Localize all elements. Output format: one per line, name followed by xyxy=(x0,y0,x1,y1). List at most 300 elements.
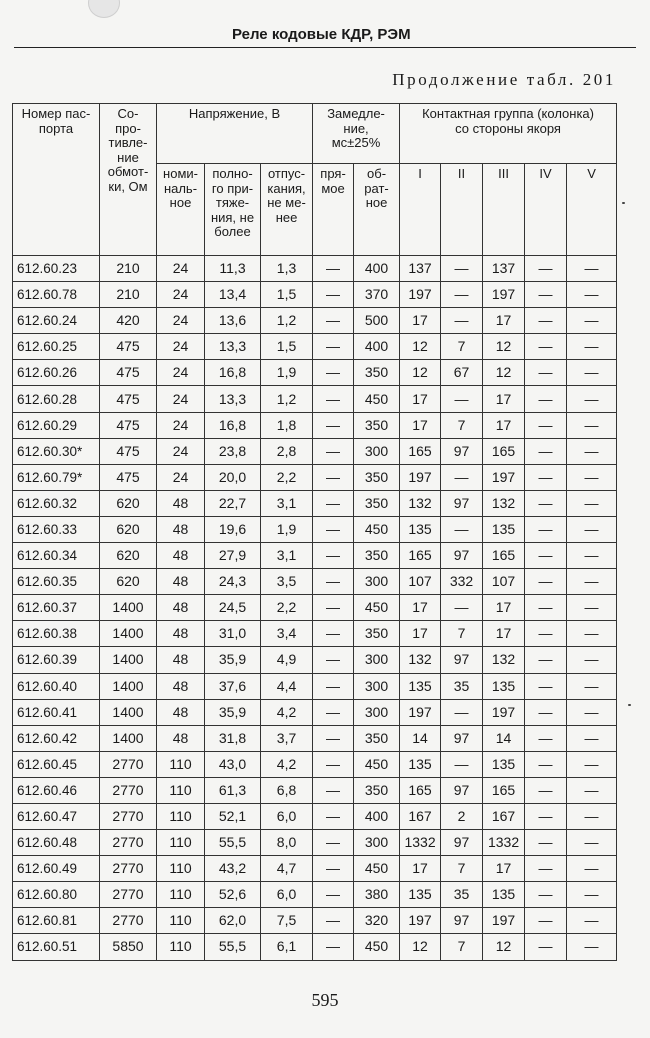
table-cell: 165 xyxy=(400,543,441,569)
table-cell: 35,9 xyxy=(205,699,261,725)
table-cell: 135 xyxy=(400,516,441,542)
table-cell: 137 xyxy=(400,256,441,282)
table-cell: 420 xyxy=(100,308,157,334)
table-cell: — xyxy=(567,543,617,569)
table-cell: 24 xyxy=(157,256,205,282)
table-cell: — xyxy=(567,777,617,803)
table-cell: — xyxy=(441,282,483,308)
table-cell: 110 xyxy=(157,751,205,777)
table-cell: 135 xyxy=(483,882,525,908)
binder-hole xyxy=(88,0,120,18)
table-row xyxy=(13,595,617,621)
header-direct-delay: пря- мое xyxy=(313,164,354,256)
table-cell: 450 xyxy=(354,751,400,777)
table-cell: 475 xyxy=(100,464,157,490)
table-cell: 450 xyxy=(354,934,400,960)
table-cell: — xyxy=(525,699,567,725)
table-cell: 2770 xyxy=(100,882,157,908)
table-cell: 12 xyxy=(483,334,525,360)
table-cell: 17 xyxy=(483,856,525,882)
table-cell: — xyxy=(313,308,354,334)
table-cell: 612.60.28 xyxy=(13,386,100,412)
table-cell: 2770 xyxy=(100,830,157,856)
table-row xyxy=(13,699,617,725)
table-cell: 97 xyxy=(441,777,483,803)
table-cell: 1400 xyxy=(100,595,157,621)
table-cell: 35,9 xyxy=(205,647,261,673)
table-row xyxy=(13,282,617,308)
table-cell: 17 xyxy=(400,412,441,438)
table-cell: 450 xyxy=(354,856,400,882)
table-cell: 4,4 xyxy=(261,673,313,699)
table-cell: — xyxy=(567,934,617,960)
table-cell: 12 xyxy=(400,360,441,386)
table-cell: — xyxy=(313,830,354,856)
table-cell: 43,2 xyxy=(205,856,261,882)
table-cell: 350 xyxy=(354,360,400,386)
table-row xyxy=(13,308,617,334)
table-cell: 197 xyxy=(483,282,525,308)
table-cell: 24 xyxy=(157,386,205,412)
table-cell: 7 xyxy=(441,334,483,360)
table-cell: 197 xyxy=(483,464,525,490)
table-cell: 135 xyxy=(400,751,441,777)
table-cell: — xyxy=(525,803,567,829)
table-cell: — xyxy=(313,543,354,569)
table-cell: — xyxy=(567,595,617,621)
table-cell: — xyxy=(441,699,483,725)
table-cell: — xyxy=(567,569,617,595)
table-cell: 612.60.45 xyxy=(13,751,100,777)
table-cell: 107 xyxy=(400,569,441,595)
table-cell: — xyxy=(567,360,617,386)
table-cell: 110 xyxy=(157,856,205,882)
table-cell: 1,8 xyxy=(261,412,313,438)
table-cell: — xyxy=(525,490,567,516)
header-passport-number: Номер пас- порта xyxy=(13,104,100,256)
table-cell: 61,3 xyxy=(205,777,261,803)
header-winding-resistance: Со- про- тивле- ние обмот- ки, Ом xyxy=(100,104,157,256)
table-cell: — xyxy=(525,282,567,308)
table-cell: 210 xyxy=(100,282,157,308)
table-cell: 197 xyxy=(483,699,525,725)
table-cell: 475 xyxy=(100,360,157,386)
table-cell: — xyxy=(441,308,483,334)
table-cell: 320 xyxy=(354,908,400,934)
table-cell: — xyxy=(525,647,567,673)
table-cell: 137 xyxy=(483,256,525,282)
table-cell: 19,6 xyxy=(205,516,261,542)
table-row xyxy=(13,490,617,516)
table-cell: 24 xyxy=(157,360,205,386)
table-cell: 110 xyxy=(157,803,205,829)
table-cell: 1400 xyxy=(100,725,157,751)
table-cell: 110 xyxy=(157,830,205,856)
table-cell: 37,6 xyxy=(205,673,261,699)
table-cell: 475 xyxy=(100,412,157,438)
table-cell: 1,3 xyxy=(261,256,313,282)
table-cell: 612.60.25 xyxy=(13,334,100,360)
table-cell: — xyxy=(567,412,617,438)
table-cell: 475 xyxy=(100,386,157,412)
table-cell: — xyxy=(441,256,483,282)
table-cell: 31,8 xyxy=(205,725,261,751)
table-cell: — xyxy=(567,464,617,490)
table-cell: 48 xyxy=(157,516,205,542)
table-cell: 612.60.39 xyxy=(13,647,100,673)
table-row xyxy=(13,360,617,386)
table-cell: 1,5 xyxy=(261,334,313,360)
table-cell: 6,0 xyxy=(261,882,313,908)
table-cell: 612.60.78 xyxy=(13,282,100,308)
table-cell: 12 xyxy=(483,360,525,386)
table-cell: 2,2 xyxy=(261,595,313,621)
table-cell: 7 xyxy=(441,412,483,438)
table-cell: 1,9 xyxy=(261,516,313,542)
table-cell: — xyxy=(441,386,483,412)
table-cell: 48 xyxy=(157,673,205,699)
table-cell: 12 xyxy=(400,334,441,360)
table-cell: 24 xyxy=(157,334,205,360)
table-row xyxy=(13,673,617,699)
table-cell: 48 xyxy=(157,543,205,569)
table-cell: 612.60.23 xyxy=(13,256,100,282)
table-cell: 1,9 xyxy=(261,360,313,386)
table-cell: 167 xyxy=(400,803,441,829)
table-cell: 24,3 xyxy=(205,569,261,595)
table-cell: 2770 xyxy=(100,751,157,777)
table-row xyxy=(13,569,617,595)
table-cell: — xyxy=(525,569,567,595)
table-cell: 67 xyxy=(441,360,483,386)
table-cell: 332 xyxy=(441,569,483,595)
table-cell: 17 xyxy=(483,386,525,412)
table-cell: 165 xyxy=(483,438,525,464)
table-cell: — xyxy=(441,516,483,542)
table-cell: 135 xyxy=(483,516,525,542)
running-head: Реле кодовые КДР, РЭМ xyxy=(232,26,411,43)
table-cell: 620 xyxy=(100,543,157,569)
table-cell: 107 xyxy=(483,569,525,595)
table-cell: — xyxy=(525,908,567,934)
header-voltage: Напряжение, В xyxy=(157,104,313,164)
table-cell: 12 xyxy=(483,934,525,960)
table-cell: 14 xyxy=(400,725,441,751)
table-cell: — xyxy=(567,386,617,412)
table-cell: 612.60.40 xyxy=(13,673,100,699)
table-cell: 17 xyxy=(483,595,525,621)
table-cell: 197 xyxy=(483,908,525,934)
table-cell: 8,0 xyxy=(261,830,313,856)
table-row xyxy=(13,882,617,908)
table-cell: — xyxy=(313,282,354,308)
table-cell: 132 xyxy=(400,647,441,673)
table-cell: 1,5 xyxy=(261,282,313,308)
table-cell: — xyxy=(567,490,617,516)
table-cell: 48 xyxy=(157,595,205,621)
table-cell: 62,0 xyxy=(205,908,261,934)
table-cell: 110 xyxy=(157,934,205,960)
table-cell: 612.60.47 xyxy=(13,803,100,829)
table-cell: 3,7 xyxy=(261,725,313,751)
table-cell: — xyxy=(525,412,567,438)
table-cell: 380 xyxy=(354,882,400,908)
table-cell: 48 xyxy=(157,725,205,751)
table-cell: 11,3 xyxy=(205,256,261,282)
table-cell: — xyxy=(567,751,617,777)
table-cell: — xyxy=(313,256,354,282)
table-cell: 165 xyxy=(400,438,441,464)
table-cell: 17 xyxy=(400,621,441,647)
table-cell: 2770 xyxy=(100,777,157,803)
table-cell: 300 xyxy=(354,699,400,725)
table-cell: 197 xyxy=(400,699,441,725)
table-cell: 612.60.30* xyxy=(13,438,100,464)
table-cell: 612.60.81 xyxy=(13,908,100,934)
header-nominal-voltage: номи- наль- ное xyxy=(157,164,205,256)
table-cell: 350 xyxy=(354,725,400,751)
table-cell: 97 xyxy=(441,908,483,934)
table-cell: 17 xyxy=(483,412,525,438)
table-cell: 110 xyxy=(157,908,205,934)
table-cell: 135 xyxy=(400,882,441,908)
table-cell: 350 xyxy=(354,490,400,516)
table-cell: — xyxy=(313,334,354,360)
table-cell: 17 xyxy=(400,308,441,334)
table-cell: — xyxy=(525,464,567,490)
table-cell: — xyxy=(525,360,567,386)
table-cell: 13,4 xyxy=(205,282,261,308)
table-cell: 612.60.35 xyxy=(13,569,100,595)
table-cell: 22,7 xyxy=(205,490,261,516)
header-reverse-delay: об- рат- ное xyxy=(354,164,400,256)
table-cell: 24,5 xyxy=(205,595,261,621)
table-cell: 197 xyxy=(400,464,441,490)
table-cell: 35 xyxy=(441,882,483,908)
table-row xyxy=(13,934,617,960)
table-cell: 475 xyxy=(100,334,157,360)
table-cell: 1400 xyxy=(100,621,157,647)
table-cell: 612.60.51 xyxy=(13,934,100,960)
table-cell: — xyxy=(567,438,617,464)
table-cell: 23,8 xyxy=(205,438,261,464)
table-cell: 3,1 xyxy=(261,543,313,569)
table-cell: — xyxy=(313,412,354,438)
table-cell: — xyxy=(567,647,617,673)
scan-speck xyxy=(628,704,631,706)
table-cell: 400 xyxy=(354,256,400,282)
table-cell: — xyxy=(313,803,354,829)
relay-data-table xyxy=(12,103,617,961)
table-cell: 350 xyxy=(354,412,400,438)
table-cell: 24 xyxy=(157,438,205,464)
table-cell: 4,2 xyxy=(261,699,313,725)
table-cell: — xyxy=(567,856,617,882)
table-cell: 300 xyxy=(354,673,400,699)
table-cell: 1400 xyxy=(100,699,157,725)
table-cell: 2,8 xyxy=(261,438,313,464)
table-cell: 7 xyxy=(441,934,483,960)
table-cell: 612.60.46 xyxy=(13,777,100,803)
header-contact-col-1: I xyxy=(400,164,441,256)
table-cell: — xyxy=(313,856,354,882)
table-cell: 620 xyxy=(100,516,157,542)
table-cell: 450 xyxy=(354,386,400,412)
table-cell: — xyxy=(525,777,567,803)
table-cell: 17 xyxy=(400,386,441,412)
table-cell: 2770 xyxy=(100,908,157,934)
table-cell: 13,6 xyxy=(205,308,261,334)
table-cell: — xyxy=(567,673,617,699)
table-cell: 300 xyxy=(354,647,400,673)
table-cell: — xyxy=(567,803,617,829)
table-cell: — xyxy=(313,699,354,725)
table-cell: — xyxy=(313,595,354,621)
table-cell: — xyxy=(525,751,567,777)
table-cell: 197 xyxy=(400,908,441,934)
table-cell: 400 xyxy=(354,803,400,829)
table-cell: 48 xyxy=(157,490,205,516)
table-cell: 97 xyxy=(441,543,483,569)
table-cell: — xyxy=(313,751,354,777)
header-release-voltage: отпус- кания, не ме- нее xyxy=(261,164,313,256)
header-contact-col-3: III xyxy=(483,164,525,256)
table-cell: — xyxy=(313,777,354,803)
table-cell: 97 xyxy=(441,490,483,516)
table-cell: 13,3 xyxy=(205,386,261,412)
table-cell: 24 xyxy=(157,282,205,308)
table-cell: — xyxy=(525,438,567,464)
table-cell: 97 xyxy=(441,438,483,464)
table-cell: — xyxy=(313,673,354,699)
table-cell: 135 xyxy=(483,751,525,777)
table-cell: 31,0 xyxy=(205,621,261,647)
table-row xyxy=(13,725,617,751)
table-cell: — xyxy=(525,882,567,908)
table-cell: — xyxy=(313,516,354,542)
table-cell: 450 xyxy=(354,595,400,621)
header-delay: Замедле- ние, мс±25% xyxy=(313,104,400,164)
table-cell: — xyxy=(313,908,354,934)
table-cell: 43,0 xyxy=(205,751,261,777)
table-cell: 16,8 xyxy=(205,360,261,386)
table-cell: 24 xyxy=(157,412,205,438)
table-cell: — xyxy=(567,308,617,334)
table-cell: 20,0 xyxy=(205,464,261,490)
table-cell: 612.60.48 xyxy=(13,830,100,856)
table-cell: — xyxy=(313,934,354,960)
table-cell: 612.60.29 xyxy=(13,412,100,438)
table-cell: — xyxy=(313,360,354,386)
table-cell: 55,5 xyxy=(205,830,261,856)
header-contact-group: Контактная группа (колонка) со стороны якоря xyxy=(400,104,617,164)
table-row xyxy=(13,438,617,464)
table-row xyxy=(13,543,617,569)
table-cell: — xyxy=(525,621,567,647)
table-cell: 6,1 xyxy=(261,934,313,960)
table-cell: — xyxy=(313,647,354,673)
table-cell: 3,4 xyxy=(261,621,313,647)
table-cell: 165 xyxy=(400,777,441,803)
table-cell: — xyxy=(567,621,617,647)
table-cell: 48 xyxy=(157,699,205,725)
table-cell: 17 xyxy=(483,621,525,647)
table-row xyxy=(13,334,617,360)
table-cell: 612.60.24 xyxy=(13,308,100,334)
table-cell: 3,5 xyxy=(261,569,313,595)
page-number: 595 xyxy=(311,990,339,1010)
table-cell: 4,9 xyxy=(261,647,313,673)
table-cell: — xyxy=(567,725,617,751)
table-cell: 612.60.49 xyxy=(13,856,100,882)
table-cell: 6,8 xyxy=(261,777,313,803)
table-cell: 97 xyxy=(441,725,483,751)
table-cell: — xyxy=(313,438,354,464)
table-cell: 2770 xyxy=(100,856,157,882)
table-cell: — xyxy=(525,934,567,960)
table-cell: 17 xyxy=(483,308,525,334)
table-cell: 475 xyxy=(100,438,157,464)
table-cell: 612.60.42 xyxy=(13,725,100,751)
scan-speck xyxy=(622,202,625,204)
table-cell: — xyxy=(567,256,617,282)
table-cell: 300 xyxy=(354,438,400,464)
table-cell: 300 xyxy=(354,830,400,856)
table-cell: — xyxy=(567,282,617,308)
table-cell: — xyxy=(441,464,483,490)
table-cell: 400 xyxy=(354,334,400,360)
table-cell: 1332 xyxy=(400,830,441,856)
table-cell: 4,7 xyxy=(261,856,313,882)
table-cell: — xyxy=(567,908,617,934)
table-cell: 350 xyxy=(354,464,400,490)
table-cell: 612.60.79* xyxy=(13,464,100,490)
table-cell: 620 xyxy=(100,569,157,595)
table-cell: 2770 xyxy=(100,803,157,829)
table-row xyxy=(13,777,617,803)
table-row xyxy=(13,647,617,673)
table-row xyxy=(13,256,617,282)
table-cell: 612.60.34 xyxy=(13,543,100,569)
table-row xyxy=(13,830,617,856)
table-cell: — xyxy=(525,334,567,360)
table-cell: 6,0 xyxy=(261,803,313,829)
table-cell: 132 xyxy=(483,490,525,516)
table-cell: 612.60.37 xyxy=(13,595,100,621)
table-cell: 135 xyxy=(400,673,441,699)
table-cell: — xyxy=(313,464,354,490)
table-cell: 165 xyxy=(483,777,525,803)
table-cell: 210 xyxy=(100,256,157,282)
header-contact-col-4: IV xyxy=(525,164,567,256)
table-cell: 197 xyxy=(400,282,441,308)
table-cell: 1,2 xyxy=(261,386,313,412)
header-pickup-voltage: полно- го при- тяже- ния, не более xyxy=(205,164,261,256)
table-cell: 13,3 xyxy=(205,334,261,360)
table-cell: 1400 xyxy=(100,647,157,673)
table-cell: 612.60.38 xyxy=(13,621,100,647)
table-cell: 97 xyxy=(441,830,483,856)
table-cell: — xyxy=(567,516,617,542)
table-cell: 135 xyxy=(483,673,525,699)
header-contact-col-5: V xyxy=(567,164,617,256)
table-cell: 612.60.32 xyxy=(13,490,100,516)
table-cell: 1,2 xyxy=(261,308,313,334)
table-cell: 52,6 xyxy=(205,882,261,908)
header-contact-col-2: II xyxy=(441,164,483,256)
table-cell: — xyxy=(525,830,567,856)
table-cell: — xyxy=(313,490,354,516)
